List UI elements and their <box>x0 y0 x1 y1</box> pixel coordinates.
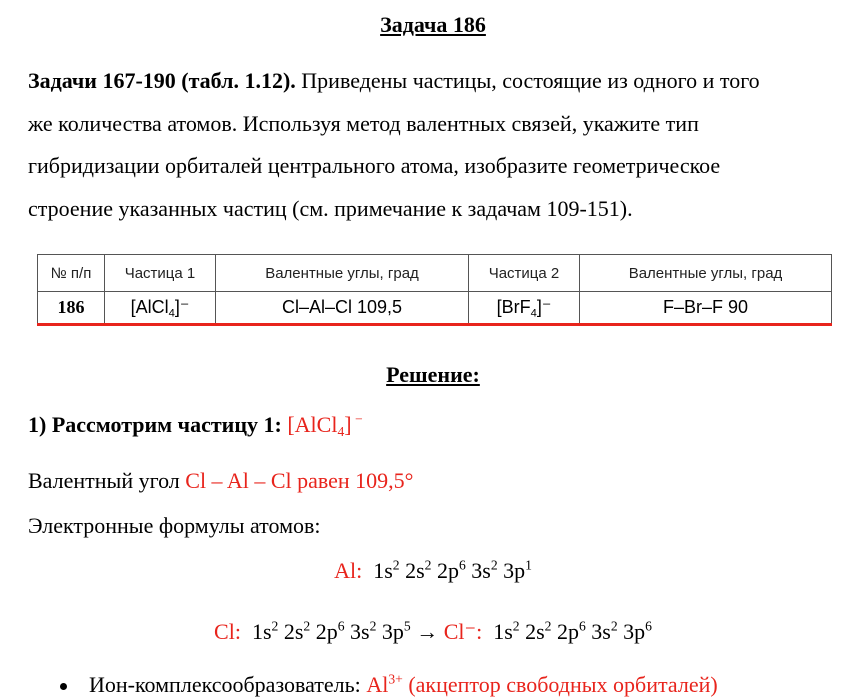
statement-line-2: же количества атомов. Используя метод валентных связей, укажите тип <box>28 110 699 136</box>
valence-angle-prefix: Валентный угол <box>28 468 186 493</box>
particle-2-base: [BrF <box>496 297 531 317</box>
al-formula <box>0 558 866 584</box>
cl-ion-term: $1s^2$ <box>493 618 520 644</box>
cl-ion-term: $3s^2$ <box>591 618 618 644</box>
task-title: Задача 186 <box>380 12 486 37</box>
arrow-icon: → <box>416 619 439 644</box>
particle-2-subscript: 4 <box>530 307 537 320</box>
step-1-particle-subscript: 4 <box>337 424 345 440</box>
cl-ion-term: $2p^6$ <box>556 618 586 644</box>
particle-2-cell <box>469 292 580 324</box>
particle-1-base: [AlCl <box>130 297 169 317</box>
particle-1-cell <box>105 292 216 324</box>
bullet-ion-symbol: Al <box>366 672 389 697</box>
angles-1-cell: Cl–Al–Cl 109,5 <box>216 292 469 324</box>
cl-term: $3p^5$ <box>381 618 411 644</box>
table-header-row <box>38 255 832 292</box>
al-term: $1s^2$ <box>373 557 400 583</box>
step-1 <box>28 412 363 438</box>
cl-ion-symbol: Cl⁻: <box>443 619 483 644</box>
step-1-particle-charge: − <box>351 411 363 427</box>
task-range-label: Задачи 167-190 (табл. 1.12). <box>28 68 296 93</box>
header-angles-2: Валентные углы, град <box>580 255 832 292</box>
cl-formula <box>0 619 866 645</box>
statement-line-4: строение указанных частиц (см. примечание к задачам 109-151). <box>28 195 633 221</box>
solution-heading: Решение: <box>386 362 480 387</box>
cl-terms <box>252 619 411 644</box>
cl-term: $3s^2$ <box>350 618 377 644</box>
particles-table <box>37 254 832 324</box>
table-row <box>38 292 832 324</box>
cl-symbol: Cl: <box>214 619 241 644</box>
al-term: $3s^2$ <box>471 557 498 583</box>
cl-ion-term: $2s^2$ <box>525 618 552 644</box>
statement-line-1: Приведены частицы, состоящие из одного и того <box>295 68 760 93</box>
particle-1-subscript: 4 <box>168 307 175 320</box>
cl-ion-term: $3p^6$ <box>623 618 652 644</box>
bullet-ion <box>366 672 717 697</box>
electron-formulas-label: Электронные формулы атомов: <box>28 513 321 538</box>
particle-2-charge: ]⁻ <box>536 297 552 317</box>
cl-term: $1s^2$ <box>251 618 279 644</box>
header-number: № п/п <box>38 255 105 292</box>
list-item <box>60 672 718 698</box>
valence-angle-value: Cl – Al – Cl равен 109,5° <box>185 468 414 493</box>
task-statement <box>28 60 839 230</box>
step-1-particle <box>281 411 363 440</box>
statement-line-3: гибридизации орбиталей центрального атома, изобразите геометрическое <box>28 153 721 178</box>
row-number: 186 <box>38 292 105 324</box>
step-1-particle-base: [AlCl <box>281 412 338 437</box>
al-term: $2p^6$ <box>436 557 466 583</box>
bullet-icon <box>60 683 67 690</box>
step-1-particle-bracket: ] <box>344 412 352 437</box>
step-1-label: 1) Рассмотрим частицу 1: <box>28 412 282 437</box>
al-terms <box>373 558 532 583</box>
bullet-text: Ион-комплексообразователь: <box>89 672 367 697</box>
bullet-ion-charge: 3+ <box>388 671 403 687</box>
header-particle-1: Частица 1 <box>105 255 216 292</box>
al-symbol: Al: <box>334 558 363 583</box>
bullet-note: (акцептор свободных орбиталей) <box>402 672 718 697</box>
cl-ion-terms <box>493 619 652 644</box>
valence-angle-line <box>28 468 413 494</box>
al-term: $3p^1$ <box>503 557 532 583</box>
header-particle-2: Частица 2 <box>469 255 580 292</box>
angles-2-cell: F–Br–F 90 <box>580 292 832 324</box>
red-underline <box>37 323 832 326</box>
cl-term: $2s^2$ <box>283 618 311 644</box>
particle-1-charge: ]⁻ <box>174 297 190 317</box>
header-angles-1: Валентные углы, град <box>216 255 469 292</box>
cl-term: $2p^6$ <box>315 618 345 644</box>
al-term: $2s^2$ <box>405 557 432 583</box>
